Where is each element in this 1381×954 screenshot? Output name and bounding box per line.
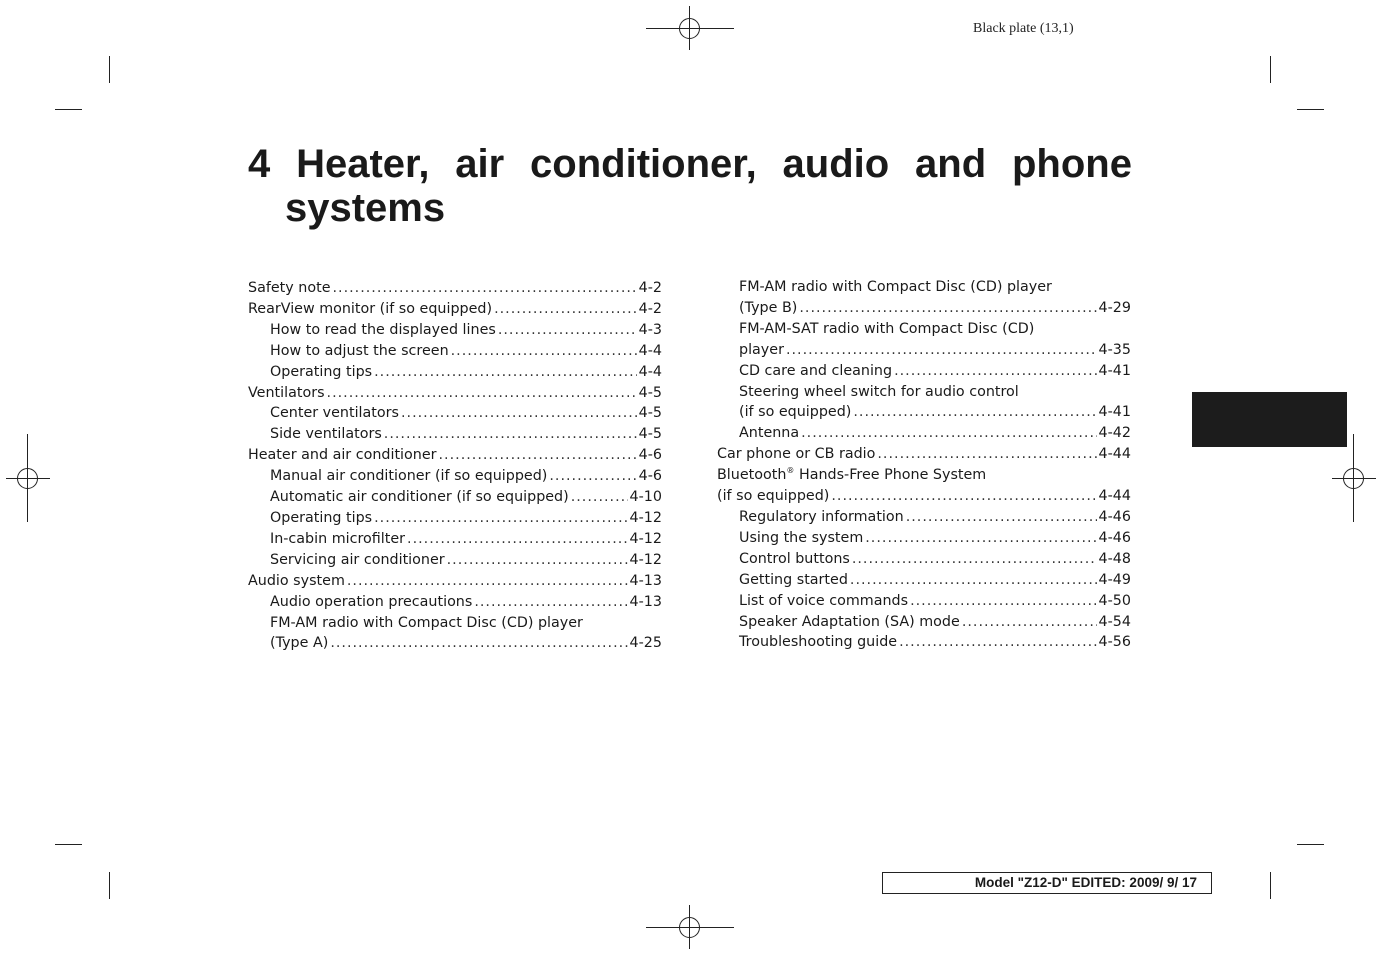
toc-entry-title: Antenna <box>739 425 800 442</box>
toc-right-column <box>717 277 1131 653</box>
toc-entry[interactable] <box>248 445 662 466</box>
toc-leader-dots <box>571 487 628 508</box>
toc-page-number: 4-5 <box>638 384 662 401</box>
toc-entry-line <box>717 277 1131 298</box>
toc-leader-dots <box>447 550 628 571</box>
toc-page-number: 4-44 <box>1098 446 1131 463</box>
toc-entry-title: Center ventilators <box>270 405 399 422</box>
toc-entry[interactable] <box>248 403 662 424</box>
toc-entry-line <box>717 465 1131 486</box>
toc-leader-dots <box>401 403 637 424</box>
toc-entry[interactable] <box>717 444 1131 465</box>
toc-page-number: 4-6 <box>638 468 662 485</box>
toc-entry-title: Troubleshooting guide <box>739 634 898 651</box>
toc-leader-dots <box>801 423 1096 444</box>
toc-entry-title: Side ventilators <box>270 426 382 443</box>
toc-page-number: 4-10 <box>629 489 662 506</box>
chapter-title-line1 <box>248 142 1132 186</box>
toc-entry[interactable] <box>248 320 662 341</box>
footer-model-info: Model "Z12-D" EDITED: 2009/ 9/ 17 <box>882 872 1212 894</box>
toc-leader-dots <box>474 592 627 613</box>
toc-entry-title: Regulatory information <box>739 508 904 525</box>
toc-entry-title: CD care and cleaning <box>739 362 893 379</box>
toc-leader-dots <box>327 383 637 404</box>
toc-leader-dots <box>407 529 628 550</box>
toc-page-number: 4-56 <box>1098 634 1131 651</box>
chapter-title-line2: systems <box>285 186 446 230</box>
toc-entry-title: Heater and air conditioner <box>248 447 437 464</box>
toc-entry-title: Operating tips <box>270 363 373 380</box>
toc-leader-dots <box>439 445 637 466</box>
toc-entry[interactable] <box>248 278 662 299</box>
chapter-title-word: air <box>455 142 505 186</box>
toc-leader-dots <box>894 361 1096 382</box>
toc-leader-dots <box>347 571 628 592</box>
toc-entry[interactable] <box>717 507 1131 528</box>
toc-entry[interactable] <box>717 591 1131 612</box>
toc-leader-dots <box>374 362 637 383</box>
toc-entry-title: FM-AM radio with Compact Disc (CD) player <box>270 614 583 631</box>
toc-entry-title: Ventilators <box>248 384 325 401</box>
toc-left-column <box>248 278 662 654</box>
toc-entry[interactable] <box>248 383 662 404</box>
toc-entry-title: List of voice commands <box>739 592 909 609</box>
toc-page-number: 4-2 <box>638 300 662 317</box>
toc-entry[interactable] <box>248 362 662 383</box>
toc-page-number: 4-42 <box>1098 425 1131 442</box>
toc-page-number: 4-46 <box>1098 508 1131 525</box>
chapter-title-word: Heater, <box>296 142 430 186</box>
toc-page-number: 4-6 <box>638 447 662 464</box>
toc-entry[interactable] <box>248 571 662 592</box>
toc-page-number: 4-50 <box>1098 592 1131 609</box>
toc-leader-dots <box>374 508 627 529</box>
toc-entry-title: Operating tips <box>270 509 373 526</box>
toc-entry-title: Steering wheel switch for audio control <box>739 383 1019 400</box>
toc-entry[interactable] <box>717 612 1131 633</box>
toc-leader-dots <box>831 486 1096 507</box>
toc-entry[interactable] <box>248 424 662 445</box>
toc-page-number: 4-29 <box>1098 299 1131 316</box>
toc-page-number: 4-12 <box>629 530 662 547</box>
toc-leader-dots <box>799 298 1096 319</box>
toc-entry-title: Automatic air conditioner (if so equipped) <box>270 489 569 506</box>
toc-page-number: 4-3 <box>638 321 662 338</box>
toc-page-number: 4-35 <box>1098 341 1131 358</box>
toc-leader-dots <box>786 340 1097 361</box>
toc-leader-dots <box>333 278 637 299</box>
chapter-title-word: conditioner, <box>530 142 757 186</box>
toc-page-number: 4-41 <box>1098 404 1131 421</box>
toc-entry-title: Car phone or CB radio <box>717 446 876 463</box>
toc-entry-title: FM-AM radio with Compact Disc (CD) player <box>739 279 1052 295</box>
toc-entry-title: (Type A) <box>270 635 329 652</box>
toc-entry-title: How to adjust the screen <box>270 342 449 359</box>
toc-entry-line <box>717 382 1131 403</box>
toc-entry-title: Using the system <box>739 529 864 546</box>
toc-entry-title: RearView monitor (if so equipped) <box>248 300 493 317</box>
toc-entry[interactable] <box>248 466 662 487</box>
toc-leader-dots <box>850 570 1097 591</box>
toc-page-number: 4-5 <box>638 405 662 422</box>
toc-entry-line <box>248 613 662 634</box>
toc-entry-title: Safety note <box>248 280 331 296</box>
toc-entry[interactable] <box>248 487 662 508</box>
toc-page-number: 4-4 <box>638 363 662 380</box>
toc-entry[interactable] <box>248 592 662 613</box>
toc-leader-dots <box>451 341 637 362</box>
toc-entry[interactable] <box>717 570 1131 591</box>
registered-mark: ® <box>786 466 795 476</box>
chapter-title-word: audio <box>782 142 890 186</box>
toc-entry[interactable] <box>717 402 1131 423</box>
toc-page-number: 4-54 <box>1098 613 1131 630</box>
toc-leader-dots <box>498 320 637 341</box>
toc-entry[interactable] <box>248 550 662 571</box>
chapter-title-word: phone <box>1011 142 1132 186</box>
toc-entry[interactable] <box>717 632 1131 653</box>
toc-leader-dots <box>853 402 1096 423</box>
toc-entry-title: Audio system <box>248 572 345 589</box>
toc-entry[interactable] <box>717 361 1131 382</box>
toc-leader-dots <box>962 612 1097 633</box>
toc-page-number: 4-44 <box>1098 488 1131 505</box>
toc-entry-title: (if so equipped) <box>717 488 830 505</box>
toc-page-number: 4-25 <box>629 635 662 652</box>
toc-entry[interactable] <box>248 633 662 654</box>
toc-entry-title: Manual air conditioner (if so equipped) <box>270 468 548 485</box>
toc-page-number: 4-12 <box>629 509 662 526</box>
toc-page-number: 4-12 <box>629 551 662 568</box>
chapter-title <box>248 142 1132 230</box>
toc-entry-title: Bluetooth <box>717 467 787 484</box>
toc-page-number: 4-13 <box>629 572 662 589</box>
toc-page-number: 4-46 <box>1098 529 1131 546</box>
toc-entry-title: Getting started <box>739 571 848 588</box>
toc-entry-title: In-cabin microfilter <box>270 530 406 547</box>
toc-entry-title: Servicing air conditioner <box>270 551 445 568</box>
toc-page-number: 4-48 <box>1098 550 1131 567</box>
toc-page-number: 4-4 <box>638 342 662 359</box>
toc-page-number: 4-2 <box>638 280 662 296</box>
toc-page-number: 4-41 <box>1098 362 1131 379</box>
toc-entry-title: Speaker Adaptation (SA) mode <box>739 613 960 630</box>
toc-entry[interactable] <box>717 340 1131 361</box>
toc-leader-dots <box>330 633 627 654</box>
toc-leader-dots <box>910 591 1096 612</box>
toc-entry[interactable] <box>248 508 662 529</box>
toc-entry-title: FM-AM-SAT radio with Compact Disc (CD) <box>739 320 1035 337</box>
toc-entry-title: (if so equipped) <box>739 404 852 421</box>
toc-entry-title: (Type B) <box>739 299 798 316</box>
toc-leader-dots <box>865 528 1096 549</box>
toc-entry[interactable] <box>248 299 662 320</box>
toc-leader-dots <box>877 444 1096 465</box>
toc-leader-dots <box>549 466 636 487</box>
toc-page-number: 4-49 <box>1098 571 1131 588</box>
toc-page-number: 4-13 <box>629 593 662 610</box>
toc-entry-title: Hands-Free Phone System <box>794 467 987 484</box>
toc-entry-line <box>717 319 1131 340</box>
toc-entry[interactable] <box>248 341 662 362</box>
plate-label: Black plate (13,1) <box>973 21 1074 36</box>
chapter-title-word: and <box>915 142 987 186</box>
toc-entry[interactable] <box>248 529 662 550</box>
toc-page-number: 4-5 <box>638 426 662 443</box>
toc-leader-dots <box>906 507 1097 528</box>
toc-entry[interactable] <box>717 423 1131 444</box>
chapter-number: 4 <box>248 142 271 186</box>
toc-entry-title: How to read the displayed lines <box>270 321 496 338</box>
toc-leader-dots <box>852 549 1097 570</box>
toc-entry[interactable] <box>717 298 1131 319</box>
chapter-tab <box>1192 392 1347 447</box>
toc-leader-dots <box>494 299 637 320</box>
toc-entry-title: Control buttons <box>739 550 850 567</box>
toc-entry-title: Audio operation precautions <box>270 593 473 610</box>
toc-entry[interactable] <box>717 549 1131 570</box>
toc-entry-title: player <box>739 341 784 358</box>
toc-entry[interactable] <box>717 528 1131 549</box>
toc-entry[interactable] <box>717 486 1131 507</box>
toc-leader-dots <box>384 424 637 445</box>
toc-leader-dots <box>899 632 1096 653</box>
